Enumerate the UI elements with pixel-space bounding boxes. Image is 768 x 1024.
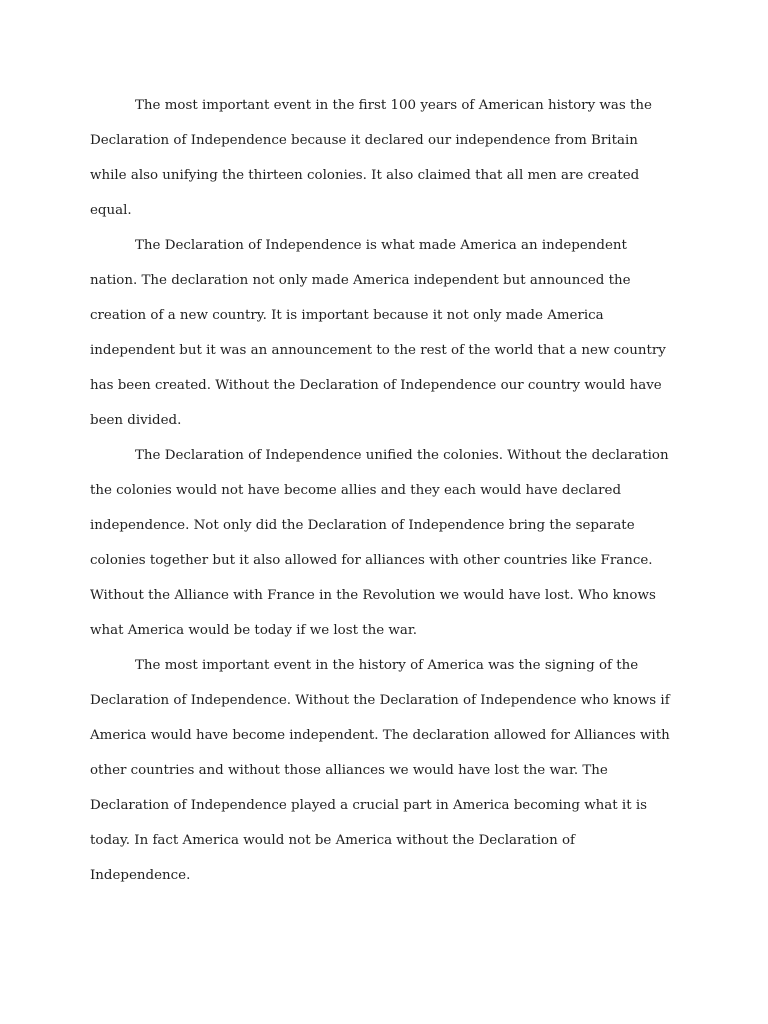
paragraph-3: The Declaration of Independence unified the colonies. Without the declaration the colonies would not have become allies and they each would have declared independence. Not only did the Declaration of Independence bring the separate colonies together but it also allowed for alliances with other countries like France. Without the Alliance with France in the Revolution we would have lost. Who knows what America would be today if we lost the war. [90, 448, 669, 638]
paragraph-1: The most important event in the first 100 years of American history was the Declaration of Independence because it declared our independence from Britain while also unifying the thirteen colonies. It also claimed that all men are created equal. [90, 98, 652, 218]
paragraph-4: The most important event in the history of America was the signing of the Declaration of Independence. Without the Declaration of Independence who knows if America would have become independent. The declaration allowed for Alliances with other countries and without those alliances we would have lost the war. The Declaration of Independence played a crucial part in America becoming what it is today. In fact America would not be America without the Declaration of Independence. [90, 658, 670, 883]
paragraph-2: The Declaration of Independence is what made America an independent nation. The declaration not only made America independent but announced the creation of a new country. It is important because it not only made America independent but it was an announcement to the rest of the world that a new country has been created. Without the Declaration of Independence our country would have been divided. [90, 238, 666, 428]
